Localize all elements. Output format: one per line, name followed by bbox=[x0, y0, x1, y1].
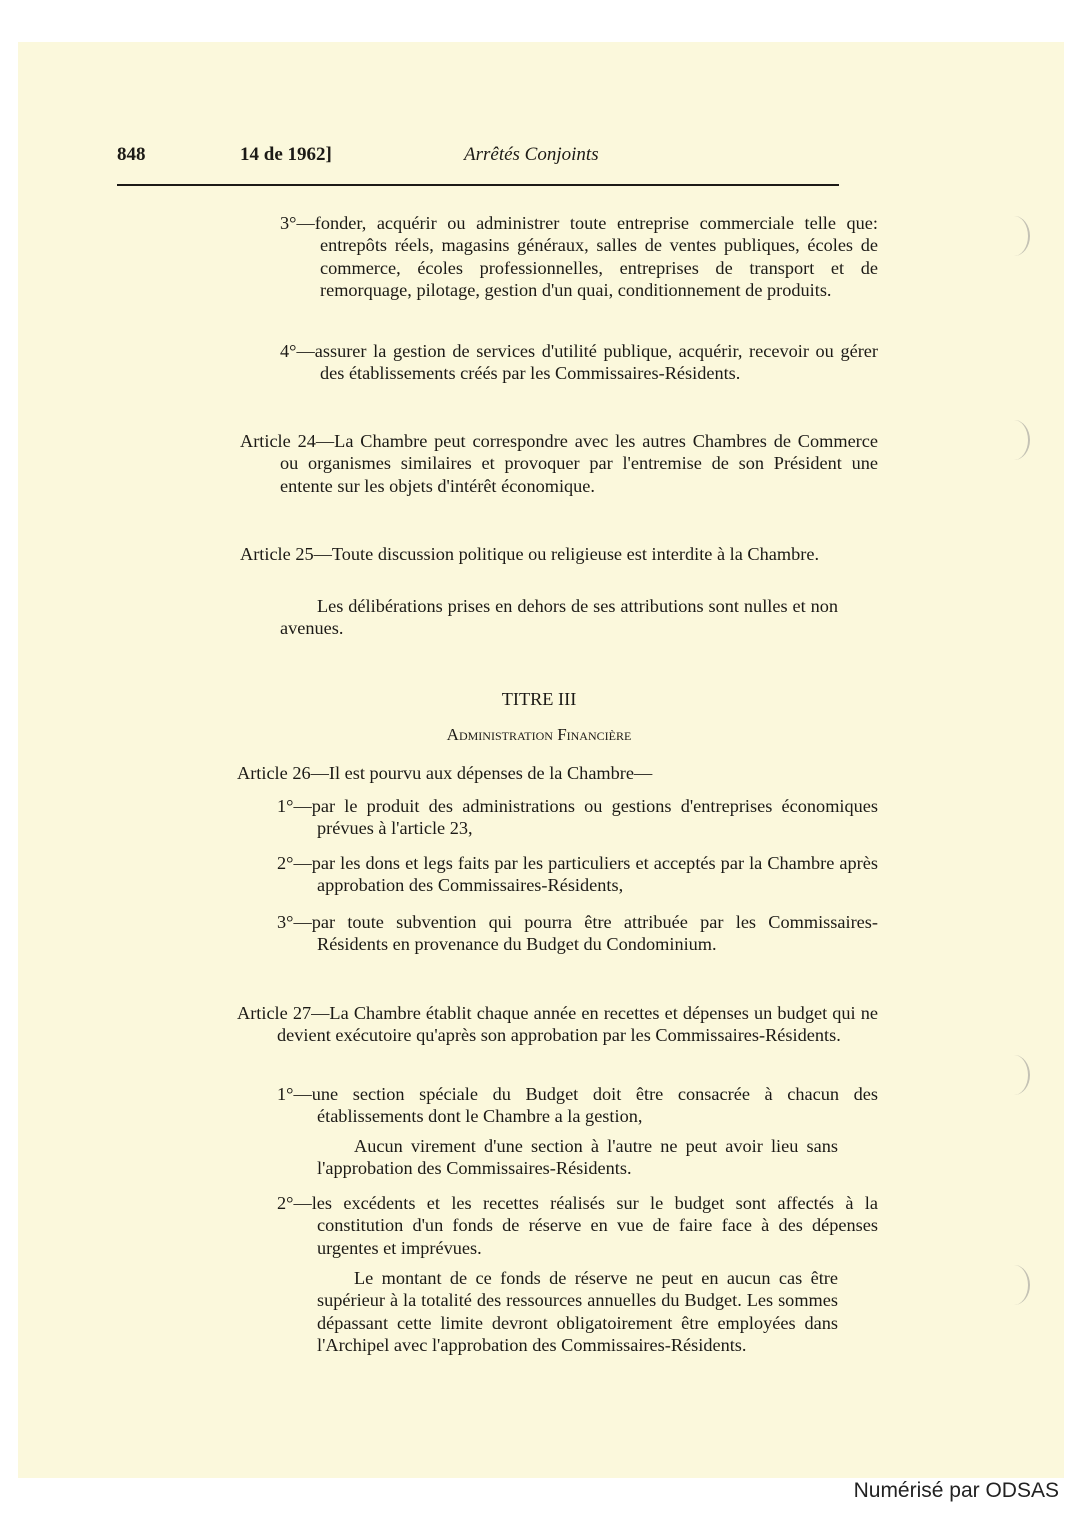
article-25-paragraph: Les délibérations prises en dehors de ses attributions sont nulles et non avenues. bbox=[280, 596, 838, 639]
article-26-item-1: 1°—par le produit des administrations ou gestions d'entreprises économiques prévues à l'article 23, bbox=[277, 796, 878, 839]
article-27-item-2: 2°—les excédents et les recettes réalisés sur le budget sont affectés à la constitution d'un fonds de réserve en vue de faire face à des dépenses urgentes et imprévues. bbox=[277, 1193, 878, 1258]
article-26-item-2: 2°—par les dons et legs faits par les particuliers et acceptés par la Chambre après approbation des Commissaires-Résidents, bbox=[277, 853, 878, 896]
binder-hole bbox=[998, 420, 1030, 460]
binder-hole bbox=[998, 216, 1030, 256]
titre-heading: TITRE III bbox=[501, 689, 577, 709]
article-24: Article 24—La Chambre peut correspondre avec les autres Chambres de Commerce ou organismes similaires et provoquer par l'entremise de son Président une entente sur les objets d'intérêt économique. bbox=[240, 431, 878, 496]
article-27-item-1: 1°—une section spéciale du Budget doit être consacrée à chacun des établissements dont le Chambre a la gestion, bbox=[277, 1084, 878, 1127]
header-rule bbox=[117, 184, 839, 186]
digitization-watermark: Numérisé par ODSAS bbox=[853, 1479, 1059, 1502]
titre-subtitle: Administration Financière bbox=[446, 725, 632, 744]
article-27-item-2-paragraph: Le montant de ce fonds de réserve ne peut en aucun cas être supérieur à la totalité des ressources annuelles du Budget. Les sommes dépassant cette limite devront obligatoirement être employées dans l'Archipel avec l'approbation des Commissaires-Résidents. bbox=[317, 1268, 838, 1356]
item-4: 4°—assurer la gestion de services d'utilité publique, acquérir, recevoir ou gérer des établissements créés par les Commissaires-Résidents. bbox=[280, 341, 878, 384]
running-title: Arrêtés Conjoints bbox=[464, 144, 599, 165]
article-27: Article 27—La Chambre établit chaque année en recettes et dépenses un budget qui ne devient exécutoire qu'après son approbation par les Commissaires-Résidents. bbox=[237, 1003, 878, 1046]
article-27-item-1-paragraph: Aucun virement d'une section à l'autre ne peut avoir lieu sans l'approbation des Commissaires-Résidents. bbox=[317, 1136, 838, 1179]
item-3: 3°—fonder, acquérir ou administrer toute entreprise commerciale telle que: entrepôts réels, magasins généraux, salles de ventes publiques, écoles de commerce, écoles professionnelles, entreprises de transport et de remorquage, pilotage, gestion d'un quai, conditionnement de produits. bbox=[280, 213, 878, 301]
article-26: Article 26—Il est pourvu aux dépenses de la Chambre— bbox=[237, 763, 653, 783]
binder-hole bbox=[998, 1265, 1030, 1305]
article-25: Article 25—Toute discussion politique ou religieuse est interdite à la Chambre. bbox=[240, 544, 820, 564]
binder-hole bbox=[998, 1055, 1030, 1095]
article-26-item-3: 3°—par toute subvention qui pourra être attribuée par les Commissaires-Résidents en provenance du Budget du Condominium. bbox=[277, 912, 878, 955]
page-number: 848 bbox=[117, 144, 146, 165]
header-date: 14 de 1962] bbox=[240, 144, 332, 165]
